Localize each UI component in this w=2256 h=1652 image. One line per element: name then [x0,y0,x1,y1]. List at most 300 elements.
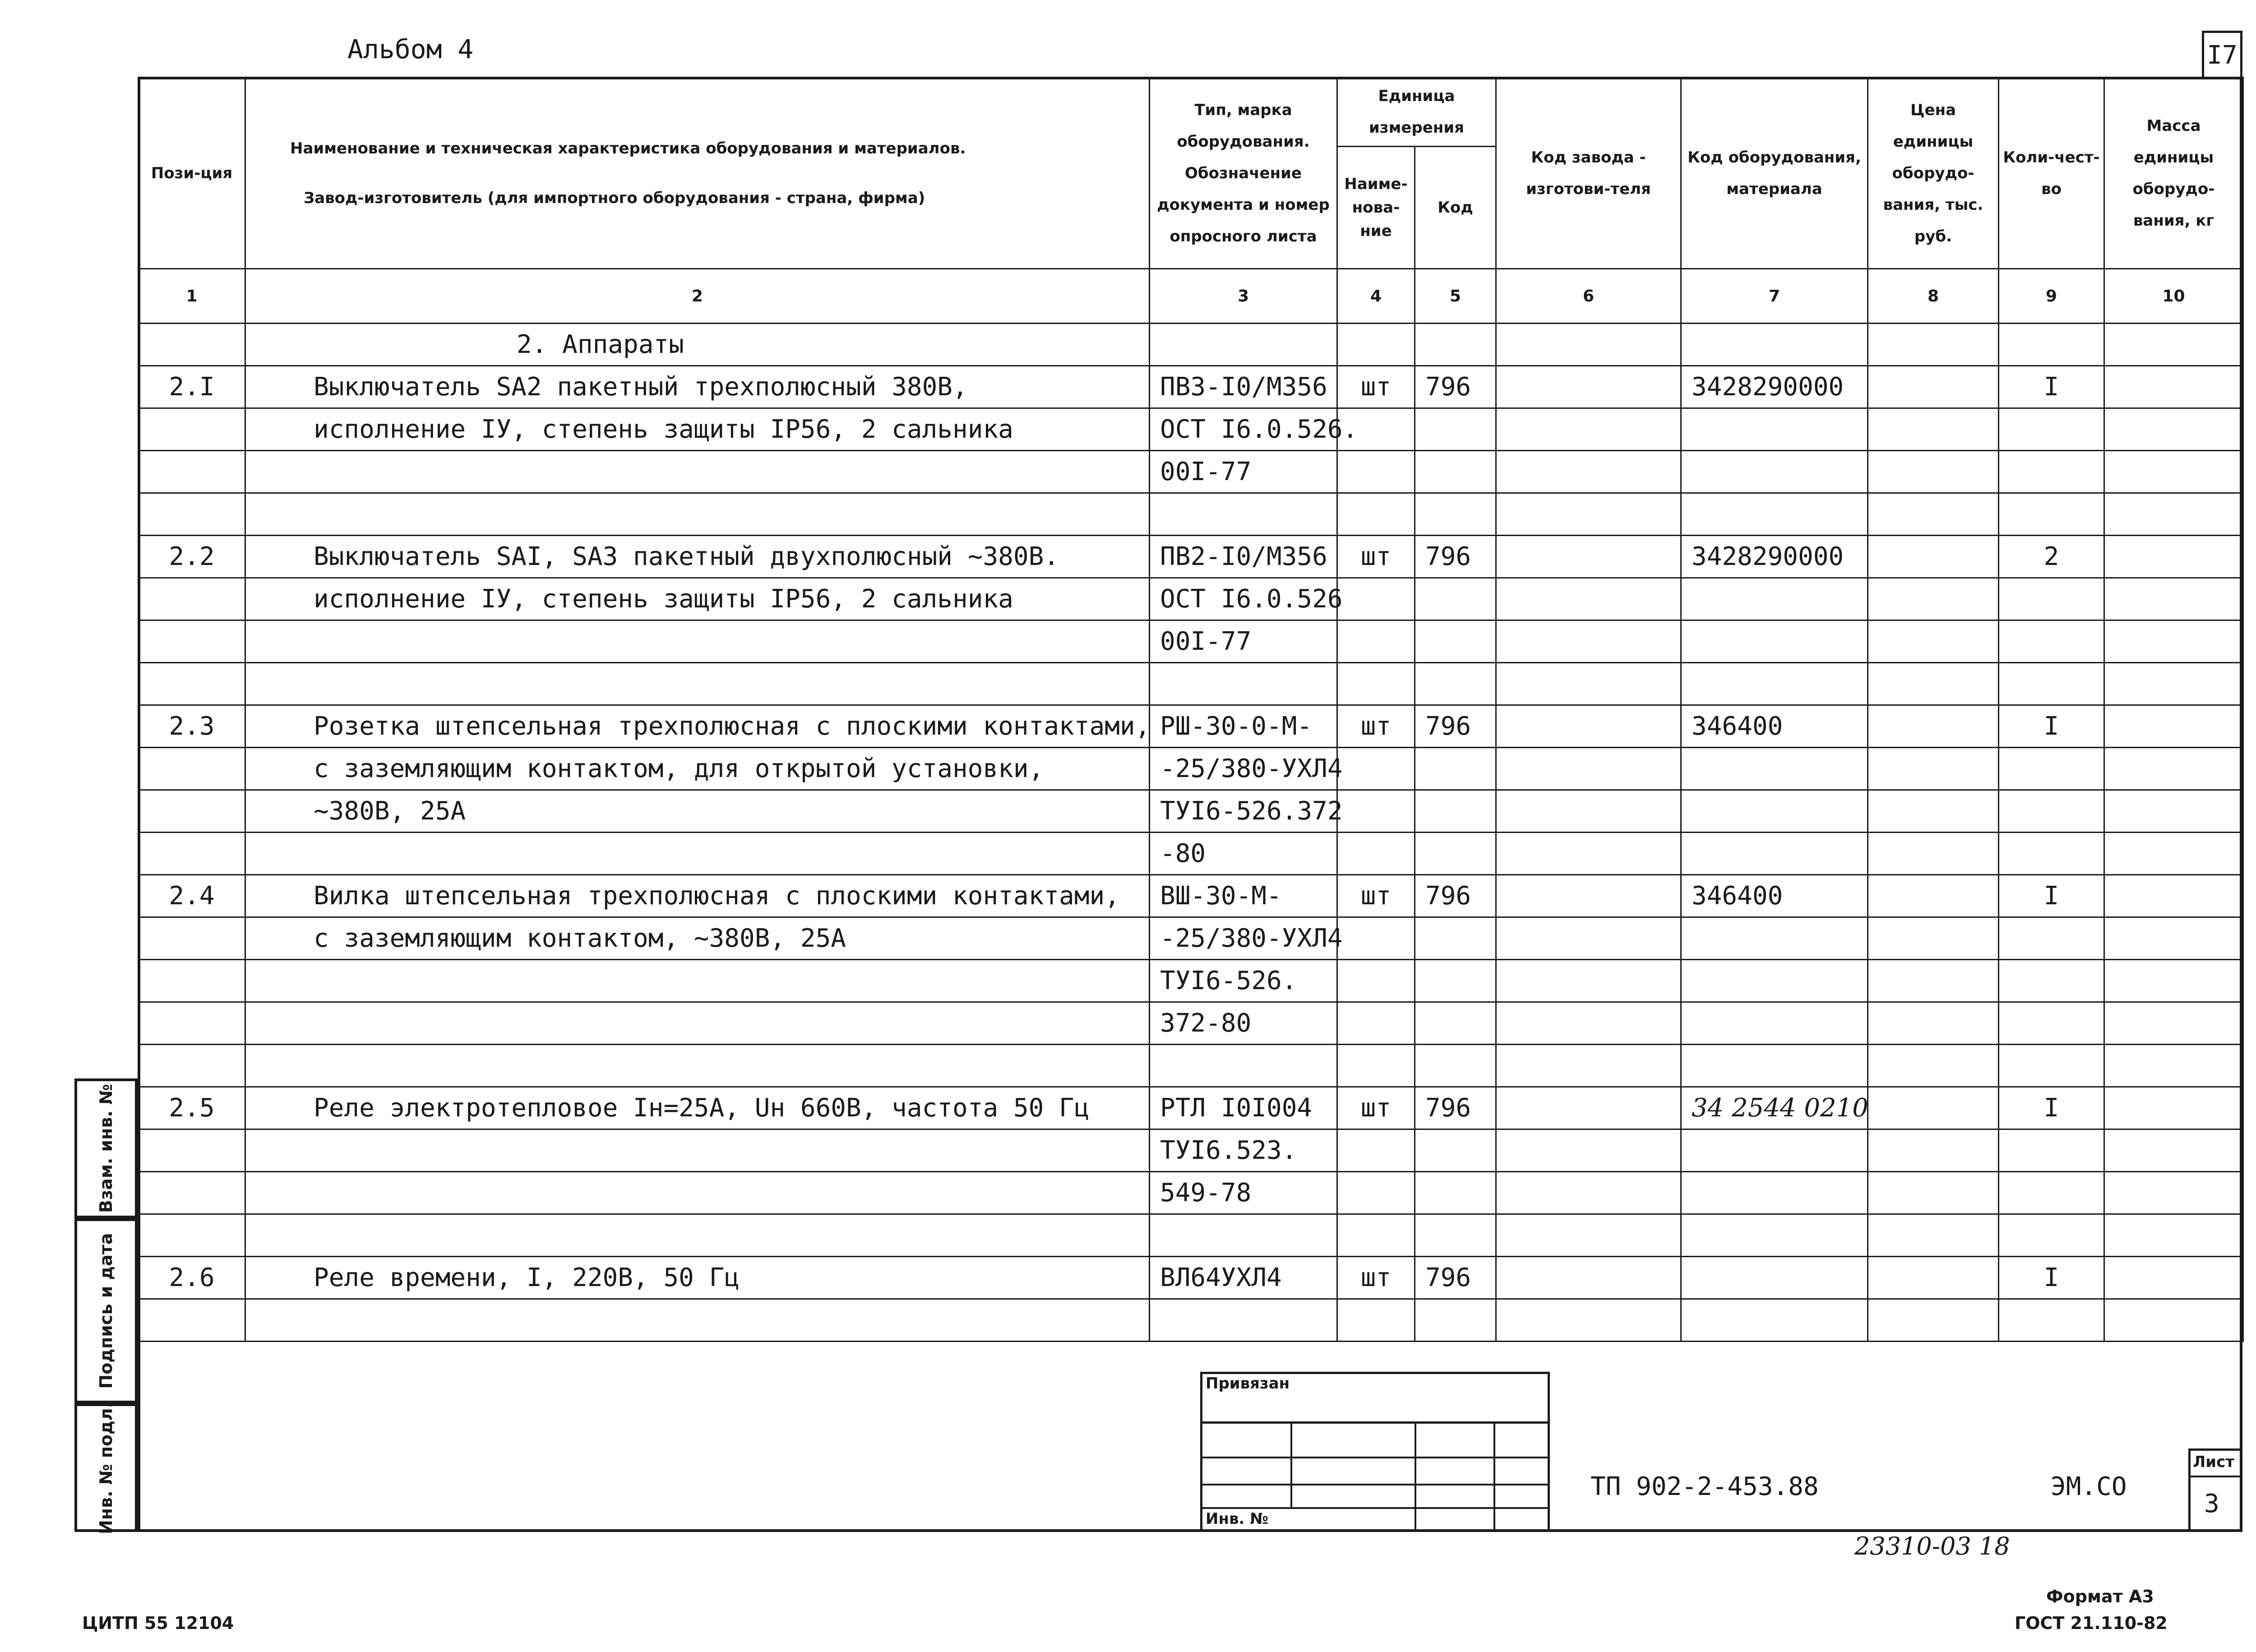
header-equipment-code: Код оборудования, материала [1681,78,1868,269]
cell-unit-name [1337,1299,1415,1342]
cell-name [245,833,1150,875]
table-row [139,620,2243,663]
cell-position [139,451,245,493]
cell-equipment-code [1681,1299,1868,1342]
table-row [139,960,2243,1002]
cell-unit-name [1337,493,1415,536]
cell-price [1868,1214,1999,1257]
cell-price [1868,1045,1999,1087]
stamp-line [1200,1421,1550,1424]
cell-unit-name: шт [1337,536,1415,578]
cell-factory-code [1496,663,1681,705]
cell-price [1868,790,1999,833]
section-code: ЭМ.СО [2051,1472,2127,1501]
col-number: 7 [1681,269,1868,324]
format-label: Формат А3 [2046,1587,2154,1606]
cell-factory-code [1496,1299,1681,1342]
side-box-original [74,1403,138,1532]
cell-mass [2104,366,2243,408]
cell-mass [2104,536,2243,578]
cell-factory-code [1496,748,1681,790]
cell-mass [2104,1257,2243,1299]
header-factory-code: Код завода - изготови-теля [1496,78,1681,269]
cell-unit-code: 796 [1415,705,1496,748]
cell-mass [2104,1214,2243,1257]
table-row [139,451,2243,493]
cell-quantity [1999,620,2104,663]
cell-type [1150,1299,1337,1342]
cell-factory-code [1496,1129,1681,1172]
cell-equipment-code [1681,1129,1868,1172]
table-row [139,1257,2243,1299]
cell-unit-name [1337,748,1415,790]
cell-mass [2104,493,2243,536]
cell-mass [2104,748,2243,790]
cell-unit-name [1337,1172,1415,1214]
stamp-line [1200,1507,1550,1509]
col-number: 2 [245,269,1150,324]
cell-mass [2104,833,2243,875]
cell-position [139,493,245,536]
cell-type: ВЛ64УХЛ4 [1150,1257,1337,1299]
cell-quantity [1999,1045,2104,1087]
cell-quantity [1999,578,2104,620]
stamp-line [1290,1421,1292,1507]
cell-price [1868,1299,1999,1342]
cell-unit-name [1337,1129,1415,1172]
cell-equipment-code [1681,833,1868,875]
cell-price [1868,705,1999,748]
cell-name [245,1002,1150,1045]
header-type: Тип, марка оборудования. Обозначение документа и номер опросного листа [1150,78,1337,269]
stamp-binding-label: Привязан [1206,1374,1290,1393]
cell-quantity [1999,1214,2104,1257]
cell-factory-code [1496,1002,1681,1045]
cell-equipment-code [1681,1257,1868,1299]
cell-quantity [1999,833,2104,875]
table-row [139,1087,2243,1129]
cell-name [245,1214,1150,1257]
header-name-line1: Наименование и техническая характеристика оборудования и материалов. [290,139,966,157]
cell-unit-code [1415,1214,1496,1257]
cell-unit-name [1337,833,1415,875]
cell-type [1150,1045,1337,1087]
cell-unit-code [1415,748,1496,790]
cell-type [1150,1214,1337,1257]
cell-mass [2104,1129,2243,1172]
table-row [139,493,2243,536]
cell-equipment-code: 3428290000 [1681,366,1868,408]
stamp-line [1200,1457,1550,1458]
cell-factory-code [1496,493,1681,536]
cell-factory-code [1496,408,1681,451]
cell-unit-code: 796 [1415,1087,1496,1129]
cell-price [1868,1129,1999,1172]
cell-equipment-code: 3428290000 [1681,536,1868,578]
cell-equipment-code [1681,620,1868,663]
cell-quantity [1999,1002,2104,1045]
cell-unit-code [1415,1129,1496,1172]
cell-quantity [1999,324,2104,366]
side-box-replacement [74,1078,138,1218]
cell-name: Вилка штепсельная трехполюсная с плоскими контактами, [245,875,1150,917]
col-number: 8 [1868,269,1999,324]
cell-equipment-code: 346400 [1681,705,1868,748]
cell-position [139,833,245,875]
cell-position [139,748,245,790]
cell-quantity: I [1999,1257,2104,1299]
specification-body [139,324,2243,1342]
header-unit-group: Единица измерения [1337,78,1496,147]
cell-unit-name: шт [1337,705,1415,748]
cell-unit-name: шт [1337,875,1415,917]
cell-unit-name [1337,790,1415,833]
table-row [139,705,2243,748]
cell-name [245,663,1150,705]
cell-equipment-code: 34 2544 0210 [1681,1087,1868,1129]
cell-unit-code [1415,1002,1496,1045]
cell-price [1868,366,1999,408]
cell-name: Реле электротепловое Iн=25А, Uн 660В, частота 50 Гц [245,1087,1150,1129]
cell-name: исполнение IУ, степень защиты IP56, 2 сальника [245,578,1150,620]
side-label-signature: Подпись и дата [96,1233,116,1389]
cell-price [1868,748,1999,790]
col-number: 1 [139,269,245,324]
cell-mass [2104,324,2243,366]
cell-mass [2104,663,2243,705]
cell-price [1868,960,1999,1002]
cell-price [1868,875,1999,917]
table-row [139,1045,2243,1087]
cell-price [1868,1257,1999,1299]
cell-factory-code [1496,875,1681,917]
cell-position [139,578,245,620]
cell-quantity [1999,790,2104,833]
cell-unit-name [1337,663,1415,705]
cell-type: ТУI6.523. [1150,1129,1337,1172]
tsitp-label: ЦИТП 55 12104 [82,1613,234,1633]
cell-equipment-code [1681,451,1868,493]
cell-price [1868,620,1999,663]
cell-unit-name: шт [1337,1257,1415,1299]
cell-mass [2104,408,2243,451]
cell-quantity [1999,663,2104,705]
cell-unit-code [1415,620,1496,663]
side-label-original: Инв. № подл. [96,1401,116,1534]
cell-type: 00I-77 [1150,620,1337,663]
cell-quantity [1999,451,2104,493]
cell-price [1868,324,1999,366]
cell-name: 2. Аппараты [245,324,1150,366]
cell-quantity: I [1999,875,2104,917]
cell-name [245,1172,1150,1214]
header-price: Цена единицы оборудо-вания, тыс. руб. [1868,78,1999,269]
cell-position [139,1129,245,1172]
cell-type [1150,663,1337,705]
col-number: 6 [1496,269,1681,324]
cell-unit-name [1337,917,1415,960]
cell-type: ОСТ I6.0.526. [1150,408,1337,451]
cell-name: исполнение IУ, степень защиты IP56, 2 сальника [245,408,1150,451]
cell-type: ТУI6-526. [1150,960,1337,1002]
cell-type: ВШ-30-М- [1150,875,1337,917]
cell-equipment-code [1681,324,1868,366]
cell-unit-code [1415,1299,1496,1342]
cell-price [1868,1172,1999,1214]
cell-position: 2.2 [139,536,245,578]
cell-unit-code [1415,493,1496,536]
cell-quantity [1999,1172,2104,1214]
cell-equipment-code [1681,408,1868,451]
table-row [139,1129,2243,1172]
cell-price [1868,917,1999,960]
cell-price [1868,578,1999,620]
header-unit-code: Код [1415,147,1496,269]
cell-unit-code [1415,324,1496,366]
cell-type: -25/380-УХЛ4 [1150,917,1337,960]
cell-type: РТЛ I0I004 [1150,1087,1337,1129]
side-box-signature [74,1218,138,1403]
cell-name [245,451,1150,493]
cell-factory-code [1496,960,1681,1002]
table-row [139,366,2243,408]
cell-equipment-code [1681,578,1868,620]
cell-factory-code [1496,917,1681,960]
cell-mass [2104,1299,2243,1342]
cell-factory-code [1496,324,1681,366]
cell-price [1868,663,1999,705]
cell-quantity [1999,1299,2104,1342]
cell-name [245,620,1150,663]
cell-name [245,493,1150,536]
cell-unit-code [1415,663,1496,705]
page-number: I7 [2207,41,2238,70]
cell-quantity: 2 [1999,536,2104,578]
cell-type: 372-80 [1150,1002,1337,1045]
cell-mass [2104,790,2243,833]
cell-mass [2104,705,2243,748]
cell-name [245,1045,1150,1087]
cell-type [1150,324,1337,366]
cell-price [1868,1002,1999,1045]
cell-unit-name [1337,324,1415,366]
cell-position [139,1172,245,1214]
cell-factory-code [1496,366,1681,408]
cell-equipment-code [1681,790,1868,833]
column-number-row [139,269,2243,324]
cell-position: 2.3 [139,705,245,748]
cell-type: ПВЗ-I0/М356 [1150,366,1337,408]
cell-mass [2104,451,2243,493]
cell-quantity [1999,960,2104,1002]
cell-type: ОСТ I6.0.526 [1150,578,1337,620]
cell-factory-code [1496,1257,1681,1299]
stamp-line [1200,1484,1550,1485]
cell-unit-code [1415,790,1496,833]
cell-mass [2104,1002,2243,1045]
cell-position [139,960,245,1002]
cell-type: -25/380-УХЛ4 [1150,748,1337,790]
cell-factory-code [1496,1045,1681,1087]
cell-position [139,620,245,663]
cell-position [139,1045,245,1087]
table-row [139,578,2243,620]
cell-equipment-code [1681,917,1868,960]
cell-unit-name [1337,960,1415,1002]
cell-name: Выключатель SA2 пакетный трехполюсный 380В, [245,366,1150,408]
table-row [139,663,2243,705]
cell-position [139,790,245,833]
cell-factory-code [1496,536,1681,578]
specification-table [138,77,2244,1342]
cell-unit-code: 796 [1415,875,1496,917]
cell-type: РШ-30-0-М- [1150,705,1337,748]
header-quantity: Коли-чест-во [1999,78,2104,269]
table-row [139,748,2243,790]
cell-mass [2104,960,2243,1002]
col-number: 9 [1999,269,2104,324]
cell-equipment-code [1681,1214,1868,1257]
cell-unit-name: шт [1337,1087,1415,1129]
cell-mass [2104,1172,2243,1214]
sheet-divider [2188,1476,2242,1477]
cell-unit-code: 796 [1415,1257,1496,1299]
cell-factory-code [1496,578,1681,620]
cell-unit-code [1415,833,1496,875]
cell-position: 2.6 [139,1257,245,1299]
cell-price [1868,536,1999,578]
cell-position [139,917,245,960]
col-number: 5 [1415,269,1496,324]
cell-price [1868,833,1999,875]
header-position: Пози-ция [139,78,245,269]
table-row [139,790,2243,833]
header-name-line2: Завод-изготовитель (для импортного оборудования - страна, фирма) [304,189,925,207]
cell-quantity [1999,748,2104,790]
cell-factory-code [1496,833,1681,875]
cell-unit-name [1337,620,1415,663]
side-label-replacement: Взам. инв. № [96,1084,116,1213]
cell-unit-code [1415,451,1496,493]
cell-position [139,1002,245,1045]
cell-price [1868,1087,1999,1129]
cell-unit-code [1415,917,1496,960]
table-row [139,833,2243,875]
header-name [245,78,1150,269]
cell-mass [2104,620,2243,663]
cell-mass [2104,917,2243,960]
cell-equipment-code: 346400 [1681,875,1868,917]
cell-unit-code: 796 [1415,536,1496,578]
table-row [139,408,2243,451]
cell-quantity: I [1999,705,2104,748]
cell-equipment-code [1681,493,1868,536]
table-row [139,536,2243,578]
cell-mass [2104,875,2243,917]
cell-equipment-code [1681,1172,1868,1214]
cell-mass [2104,1087,2243,1129]
stamp-inv-label: Инв. № [1206,1510,1269,1528]
stamp-line [1493,1421,1495,1532]
cell-equipment-code [1681,663,1868,705]
table-row [139,917,2243,960]
cell-factory-code [1496,451,1681,493]
cell-type: 00I-77 [1150,451,1337,493]
cell-unit-code [1415,960,1496,1002]
cell-unit-name [1337,578,1415,620]
cell-name: Выключатель SAI, SA3 пакетный двухполюсный ~380В. [245,536,1150,578]
cell-equipment-code [1681,748,1868,790]
cell-equipment-code [1681,1045,1868,1087]
cell-unit-name [1337,1002,1415,1045]
cell-name [245,960,1150,1002]
page-number-box [2202,31,2242,77]
header-row [139,78,2243,147]
cell-mass [2104,1045,2243,1087]
cell-price [1868,451,1999,493]
cell-quantity [1999,493,2104,536]
cell-factory-code [1496,1087,1681,1129]
col-number: 4 [1337,269,1415,324]
cell-position: 2.I [139,366,245,408]
table-row [139,1002,2243,1045]
cell-equipment-code [1681,1002,1868,1045]
header-mass: Масса единицы оборудо-вания, кг [2104,78,2243,269]
cell-factory-code [1496,790,1681,833]
cell-name [245,1299,1150,1342]
col-number: 10 [2104,269,2243,324]
table-row [139,324,2243,366]
document-code: ТП 902-2-453.88 [1590,1472,1819,1501]
cell-position [139,1214,245,1257]
cell-type [1150,493,1337,536]
col-number: 3 [1150,269,1337,324]
cell-type: ТУI6-526.372 [1150,790,1337,833]
cell-unit-code [1415,408,1496,451]
cell-name: Реле времени, I, 220В, 50 Гц [245,1257,1150,1299]
cell-factory-code [1496,620,1681,663]
cell-factory-code [1496,705,1681,748]
cell-name: Розетка штепсельная трехполюсная с плоскими контактами, [245,705,1150,748]
cell-unit-name [1337,1045,1415,1087]
cell-quantity [1999,408,2104,451]
cell-unit-code [1415,1172,1496,1214]
table-row [139,1299,2243,1342]
cell-unit-name [1337,1214,1415,1257]
cell-name [245,1129,1150,1172]
album-label: Альбом 4 [347,34,474,65]
cell-position: 2.5 [139,1087,245,1129]
sheet-number: 3 [2204,1489,2219,1518]
cell-position [139,1299,245,1342]
cell-mass [2104,578,2243,620]
stamp-line [1415,1421,1416,1532]
cell-type: ПВ2-I0/М356 [1150,536,1337,578]
gost-label: ГОСТ 21.110-82 [2015,1613,2168,1633]
cell-position: 2.4 [139,875,245,917]
cell-quantity: I [1999,1087,2104,1129]
cell-equipment-code [1681,960,1868,1002]
cell-unit-code [1415,578,1496,620]
cell-type: 549-78 [1150,1172,1337,1214]
sheet-label: Лист [2193,1453,2234,1471]
header-unit-name: Наиме-нова-ние [1337,147,1415,269]
cell-unit-name [1337,451,1415,493]
cell-name: с заземляющим контактом, для открытой установки, [245,748,1150,790]
handwritten-number: 23310-03 18 [1854,1532,2010,1560]
cell-unit-code [1415,1045,1496,1087]
cell-quantity [1999,1129,2104,1172]
